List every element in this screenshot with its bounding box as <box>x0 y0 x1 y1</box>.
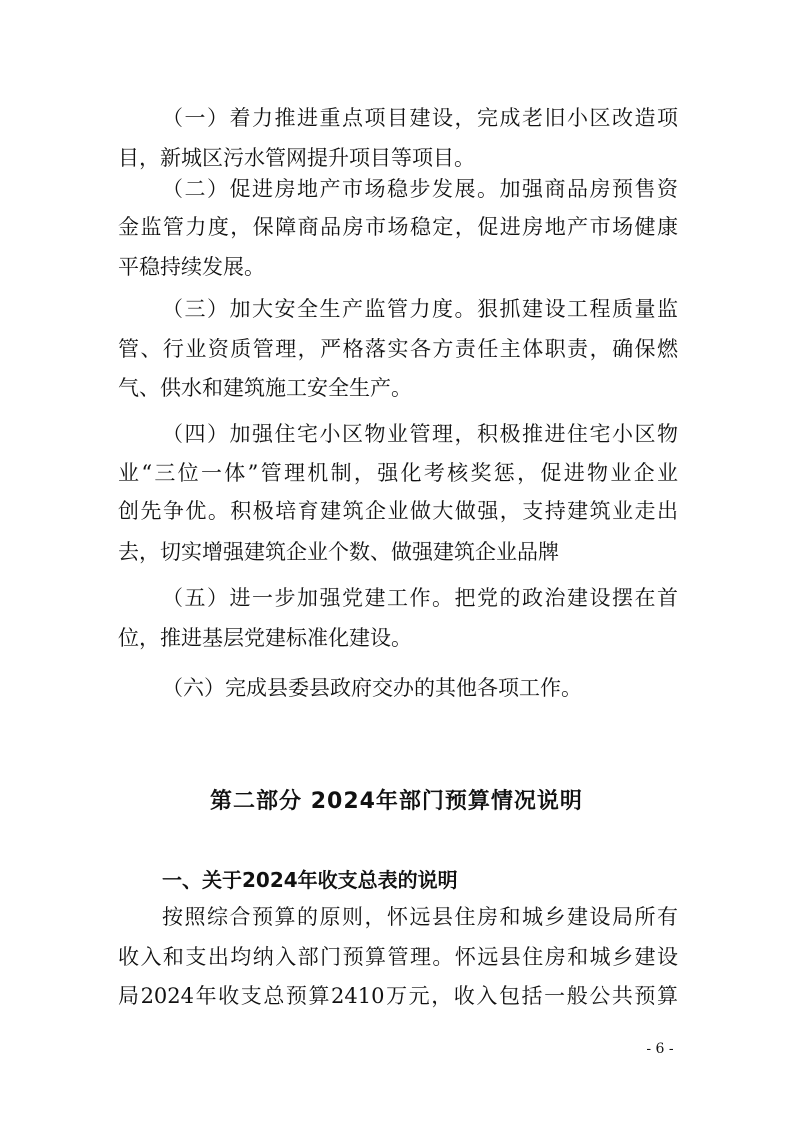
task-5-line-2: 位，推进基层党建标准化建设。 <box>118 626 412 650</box>
task-4-line-2: 业“三位一体”管理机制，强化考核奖惩，促进物业企业 <box>118 461 678 485</box>
section-body-line-3: 局2024年收支总预算2410万元，收入包括一般公共预算 <box>118 984 678 1008</box>
part-heading: 第二部分 2024年部门预算情况说明 <box>210 789 583 814</box>
task-1-line-1: （一）着力推进重点项目建设，完成老旧小区改造项 <box>162 106 678 130</box>
task-3-line-2: 管、行业资质管理，严格落实各方责任主体职责，确保燃 <box>118 337 678 361</box>
section-body-line-1: 按照综合预算的原则，怀远县住房和城乡建设局所有 <box>162 905 678 929</box>
page-number: - 6 - <box>646 1041 674 1057</box>
section-body-line-2: 收入和支出均纳入部门预算管理。怀远县住房和城乡建设 <box>118 945 678 969</box>
task-5-line-1: （五）进一步加强党建工作。把党的政治建设摆在首 <box>162 586 678 610</box>
task-4-line-1: （四）加强住宅小区物业管理，积极推进住宅小区物 <box>162 422 678 446</box>
task-6-line-1: （六）完成县委县政府交办的其他各项工作。 <box>162 676 582 700</box>
task-2-line-2: 金监管力度，保障商品房市场稳定，促进房地产市场健康 <box>118 215 678 239</box>
task-3-line-3: 气、供水和建筑施工安全生产。 <box>118 376 412 400</box>
task-2-line-1: （二）促进房地产市场稳步发展。加强商品房预售资 <box>162 177 678 201</box>
task-2-line-3: 平稳持续发展。 <box>118 255 265 279</box>
task-1-line-2: 目，新城区污水管网提升项目等项目。 <box>118 146 475 170</box>
task-4-line-3: 创先争优。积极培育建筑企业做大做强，支持建筑业走出 <box>118 499 678 523</box>
section-heading: 一、关于2024年收支总表的说明 <box>162 868 458 892</box>
task-3-line-1: （三）加大安全生产监管力度。狠抓建设工程质量监 <box>162 297 678 321</box>
task-4-line-4: 去，切实增强建筑企业个数、做强建筑企业品牌 <box>118 540 559 564</box>
